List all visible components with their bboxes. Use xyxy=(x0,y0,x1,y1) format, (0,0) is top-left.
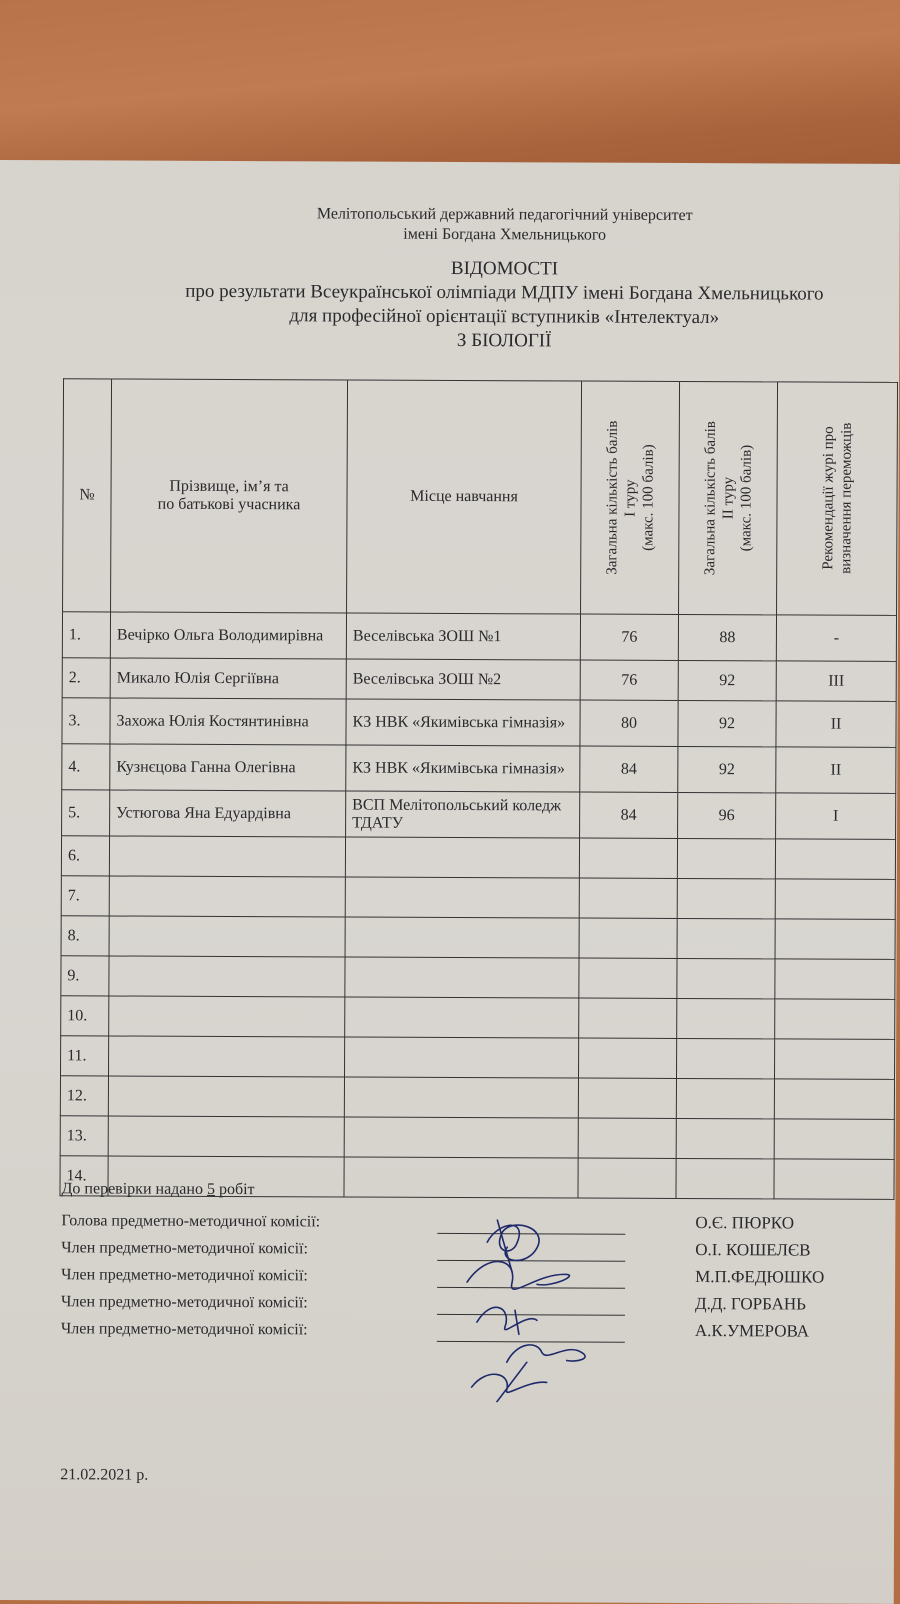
commission-role: Член предметно-методичної комісії: xyxy=(60,1320,308,1339)
participant-name xyxy=(109,956,345,997)
row-number: 14. xyxy=(60,1156,108,1196)
recommendation xyxy=(775,959,895,1000)
document-subtitle-1: про результати Всеукраїнської олімпіади МДПУ імені Богдана Хмельницького xyxy=(185,280,824,305)
participant-name: Вечірко Ольга Володимирівна xyxy=(110,612,346,659)
row-number: 12. xyxy=(60,1076,108,1116)
col-tour2-header xyxy=(679,381,778,614)
study-place xyxy=(344,1077,578,1118)
study-place xyxy=(345,877,579,918)
row-number: 10. xyxy=(61,996,109,1036)
recommendation xyxy=(774,1159,894,1200)
tour1-score xyxy=(578,1118,676,1158)
signatures-image xyxy=(457,1212,628,1403)
submitted-prefix: До перевірки надано xyxy=(61,1180,208,1198)
tour1-score xyxy=(578,1038,676,1078)
commission-role: Голова предметно-методичної комісії: xyxy=(61,1212,321,1231)
commission-role: Член предметно-методичної комісії: xyxy=(60,1293,308,1312)
table-row xyxy=(61,1036,895,1080)
study-place: КЗ НВК «Якимівська гімназія» xyxy=(346,699,580,746)
table-row xyxy=(61,996,895,1040)
recommendation xyxy=(775,919,895,960)
participant-name xyxy=(109,916,345,957)
participant-name xyxy=(108,1116,344,1157)
tour2-score: 92 xyxy=(678,700,776,746)
row-number: 1. xyxy=(62,612,110,658)
participant-name: Кузнєцова Ганна Олегівна xyxy=(110,744,346,791)
tour1-score: 80 xyxy=(580,700,678,746)
university-name-line2: імені Богдана Хмельницького xyxy=(403,225,607,244)
table-row xyxy=(60,1116,894,1160)
col-tour1-header-line2: І туру xyxy=(621,479,639,517)
table-header-row xyxy=(63,379,898,616)
study-place xyxy=(345,1037,579,1078)
document-subtitle-2: для професійної орієнтації вступників «Інтелектуал» xyxy=(289,305,720,329)
col-rec-header-line2: визначення переможців xyxy=(837,423,855,575)
commission-member-name: М.П.ФЕДЮШКО xyxy=(695,1267,825,1287)
recommendation xyxy=(774,1039,894,1080)
recommendation xyxy=(774,1119,894,1160)
recommendation xyxy=(775,839,895,880)
recommendation xyxy=(775,879,895,920)
commission-role: Член предметно-методичної комісії: xyxy=(61,1266,308,1285)
participant-name: Захожа Юлія Костянтинівна xyxy=(110,698,346,745)
tour2-score: 88 xyxy=(678,614,776,660)
tour2-score xyxy=(676,1078,774,1118)
tour2-score xyxy=(677,838,775,878)
tour1-score xyxy=(579,918,677,958)
study-place xyxy=(344,1157,578,1198)
col-tour2-header-line1: Загальна кількість балів xyxy=(701,421,719,576)
recommendation: ІІ xyxy=(776,747,896,794)
tour2-score xyxy=(677,918,775,958)
tour1-score: 84 xyxy=(580,746,678,792)
commission-member-name: Д.Д. ГОРБАНЬ xyxy=(694,1294,806,1314)
row-number: 2. xyxy=(62,658,110,698)
col-tour2-header-line3: (макс. 100 балів) xyxy=(737,444,755,552)
participant-name: Устюгова Яна Едуардівна xyxy=(110,790,346,837)
recommendation: ІІ xyxy=(776,701,896,748)
row-number: 3. xyxy=(62,698,110,744)
tour1-score xyxy=(579,878,677,918)
tour1-score xyxy=(578,1078,676,1118)
table-row xyxy=(62,744,896,794)
recommendation xyxy=(774,1079,894,1120)
col-tour1-header-line3: (макс. 100 балів) xyxy=(639,444,657,552)
tour2-score xyxy=(676,1038,774,1078)
tour2-score xyxy=(677,958,775,998)
tour1-score: 84 xyxy=(580,792,678,838)
commission-member-name: А.К.УМЕРОВА xyxy=(694,1321,810,1341)
results-table xyxy=(59,378,898,1200)
col-tour2-header-line2: ІІ туру xyxy=(719,476,737,520)
table-row xyxy=(62,790,896,840)
table-row xyxy=(60,1076,894,1120)
row-number: 9. xyxy=(61,956,109,996)
table-row xyxy=(62,658,896,702)
row-number: 13. xyxy=(60,1116,108,1156)
tour2-score xyxy=(676,1158,774,1198)
tour2-score xyxy=(677,878,775,918)
table-row xyxy=(61,876,895,920)
table-row xyxy=(61,916,895,960)
submitted-works-line xyxy=(61,1180,254,1199)
subject-title: З БІОЛОГІЇ xyxy=(456,329,552,352)
col-name-header xyxy=(111,379,348,613)
commission-member-name: О.І. КОШЕЛЄВ xyxy=(695,1240,811,1260)
participant-name xyxy=(108,1076,344,1117)
submitted-suffix: робіт xyxy=(214,1180,255,1199)
row-number: 6. xyxy=(61,836,109,876)
col-recommendation-header xyxy=(777,382,898,616)
recommendation xyxy=(775,999,895,1040)
row-number: 4. xyxy=(62,744,110,790)
col-number-header: № xyxy=(63,379,112,612)
participant-name xyxy=(109,876,345,917)
participant-name xyxy=(109,1036,345,1077)
tour2-score xyxy=(676,1118,774,1158)
document-date: 21.02.2021 р. xyxy=(60,1466,149,1484)
participant-name: Микало Юлія Сергіївна xyxy=(110,658,346,699)
recommendation: - xyxy=(776,615,896,662)
study-place: Веселівська ЗОШ №1 xyxy=(346,613,580,660)
tour1-score xyxy=(579,998,677,1038)
commission-member-name: О.Є. ПЮРКО xyxy=(695,1213,795,1233)
university-name: Мелітопольський державний педагогічний університет xyxy=(316,205,693,225)
recommendation: ІІІ xyxy=(776,661,896,702)
study-place xyxy=(345,957,579,998)
tour1-score xyxy=(579,958,677,998)
row-number: 11. xyxy=(61,1036,109,1076)
row-number: 7. xyxy=(61,876,109,916)
participant-name xyxy=(109,996,345,1037)
recommendation: І xyxy=(776,793,896,840)
tour1-score: 76 xyxy=(580,660,678,700)
submitted-count: 5 xyxy=(206,1180,216,1198)
col-name-header-line1: Прізвище, ім’я та xyxy=(169,477,289,496)
row-number: 5. xyxy=(62,790,110,836)
tour1-score xyxy=(578,1158,676,1198)
row-number: 8. xyxy=(61,916,109,956)
commission-role: Член предметно-методичної комісії: xyxy=(61,1239,309,1258)
tour2-score: 96 xyxy=(678,792,776,838)
study-place: Веселівська ЗОШ №2 xyxy=(346,659,580,700)
study-place xyxy=(345,917,579,958)
study-place xyxy=(345,997,579,1038)
study-place xyxy=(344,1117,578,1158)
col-place-header: Місце навчання xyxy=(347,380,582,614)
tour1-score xyxy=(579,838,677,878)
tour2-score: 92 xyxy=(678,660,776,700)
table-row xyxy=(62,698,896,748)
table-row xyxy=(62,612,896,662)
table-row xyxy=(61,956,895,1000)
participant-name xyxy=(109,836,345,877)
study-place: КЗ НВК «Якимівська гімназія» xyxy=(346,745,580,792)
tour2-score xyxy=(677,998,775,1038)
document-sheet xyxy=(0,160,900,1604)
col-rec-header-line1: Рекомендації журі про xyxy=(819,426,837,571)
col-name-header-line2: по батькові учасника xyxy=(157,495,301,514)
table-row xyxy=(61,836,895,880)
tour1-score: 76 xyxy=(580,614,678,660)
study-place: ВСП Мелітопольський коледж ТДАТУ xyxy=(346,791,580,838)
study-place xyxy=(345,837,579,878)
col-tour1-header xyxy=(581,381,680,614)
tour2-score: 92 xyxy=(678,746,776,792)
document-title: ВІДОМОСТІ xyxy=(450,257,559,280)
col-tour1-header-line1: Загальна кількість балів xyxy=(603,420,621,575)
